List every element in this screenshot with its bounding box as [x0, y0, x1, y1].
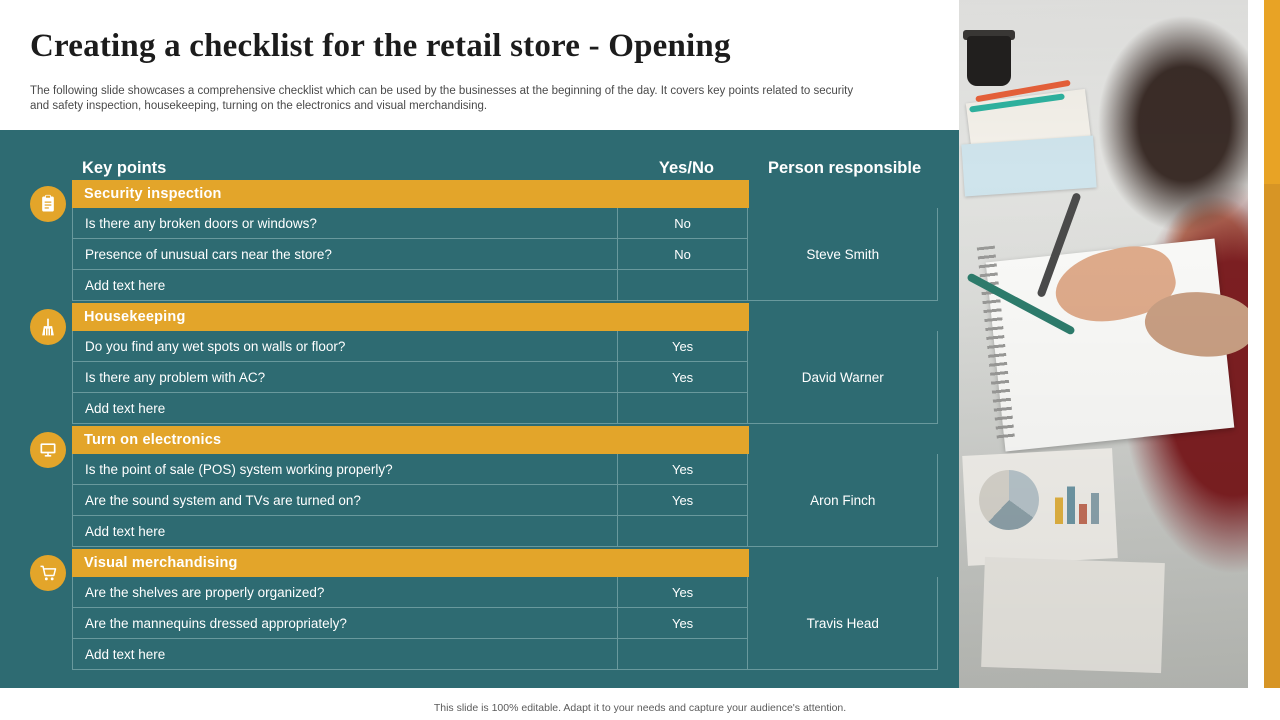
- section-header-bar: [72, 180, 938, 208]
- column-header-key-points: Key points: [82, 159, 167, 177]
- table-row: Are the sound system and TVs are turned on?: [72, 485, 617, 516]
- answer-cell: Yes: [617, 454, 748, 485]
- person-responsible-cell: Travis Head: [747, 577, 938, 670]
- page-title: Creating a checklist for the retail store - Opening: [30, 28, 731, 64]
- answer-cell: Yes: [617, 485, 748, 516]
- section-title: Housekeeping: [84, 309, 186, 325]
- table-row: Is the point of sale (POS) system working properly?: [72, 454, 617, 485]
- answer-cell: [617, 639, 748, 670]
- section-rows: [72, 577, 938, 670]
- answer-cell: [617, 516, 748, 547]
- section-rows: [72, 454, 938, 547]
- section-title: Turn on electronics: [84, 432, 222, 448]
- answer-cell: No: [617, 239, 748, 270]
- cleaning-icon: [30, 309, 66, 345]
- table-row: Is there any problem with AC?: [72, 362, 617, 393]
- section-security-inspection: [72, 180, 938, 301]
- accent-bar-top: [1264, 0, 1280, 184]
- table-row: Is there any broken doors or windows?: [72, 208, 617, 239]
- page-subtitle: The following slide showcases a comprehensive checklist which can be used by the businesses at the beginning of the day. It covers key points related to security and safety inspection, housekeeping, turning on the electronics and visual merchandising.: [30, 85, 854, 112]
- table-row: Add text here: [72, 516, 617, 547]
- column-header-person: Person responsible: [768, 159, 922, 177]
- table-header-row: [72, 140, 938, 178]
- table-row: Are the shelves are properly organized?: [72, 577, 617, 608]
- section-bar-gap: [749, 549, 938, 577]
- section-title: Visual merchandising: [84, 555, 238, 571]
- person-responsible-cell: Aron Finch: [747, 454, 938, 547]
- section-housekeeping: [72, 303, 938, 424]
- section-turn-on-electronics: [72, 426, 938, 547]
- section-title: Security inspection: [84, 186, 222, 202]
- table-row: Add text here: [72, 270, 617, 301]
- section-bar-gap: [749, 426, 938, 454]
- answer-cell: Yes: [617, 577, 748, 608]
- answer-cell: Yes: [617, 608, 748, 639]
- monitor-icon: [30, 432, 66, 468]
- table-row: Add text here: [72, 393, 617, 424]
- column-header-yes-no: Yes/No: [658, 159, 714, 177]
- answer-cell: Yes: [617, 331, 748, 362]
- section-bar-gap: [749, 303, 938, 331]
- section-rows: [72, 208, 938, 301]
- table-row: Do you find any wet spots on walls or floor?: [72, 331, 617, 362]
- header: [0, 0, 959, 130]
- decorative-photo: [959, 0, 1248, 688]
- answer-cell: [617, 393, 748, 424]
- answer-cell: No: [617, 208, 748, 239]
- table-row: Are the mannequins dressed appropriately?: [72, 608, 617, 639]
- answer-cell: Yes: [617, 362, 748, 393]
- section-rows: [72, 331, 938, 424]
- person-responsible-cell: David Warner: [747, 331, 938, 424]
- section-bar-gap: [749, 180, 938, 208]
- section-header-bar: [72, 549, 938, 577]
- person-responsible-cell: Steve Smith: [747, 208, 938, 301]
- section-header-bar: [72, 303, 938, 331]
- section-visual-merchandising: [72, 549, 938, 670]
- checklist-table: [72, 140, 938, 670]
- accent-bar-bottom: [1264, 184, 1280, 688]
- footer-note: This slide is 100% editable. Adapt it to your needs and capture your audience's attention.: [433, 702, 847, 714]
- clipboard-icon: [30, 186, 66, 222]
- answer-cell: [617, 270, 748, 301]
- photo-overlay: [959, 0, 1248, 688]
- table-row: Presence of unusual cars near the store?: [72, 239, 617, 270]
- section-header-bar: [72, 426, 938, 454]
- store-cart-icon: [30, 555, 66, 591]
- table-row: Add text here: [72, 639, 617, 670]
